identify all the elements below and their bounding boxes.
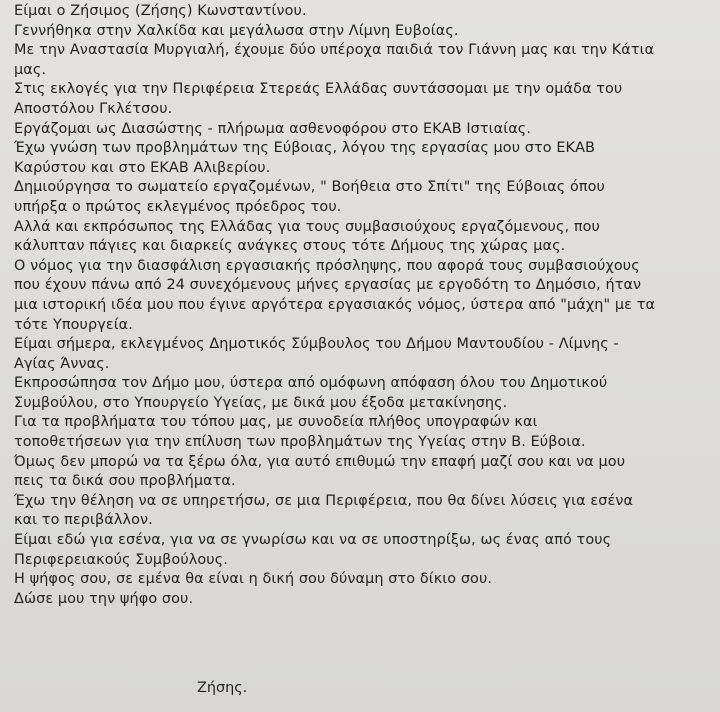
letter-line: Για τα προβλήματα του τόπου μας, με συνοδεία πλήθος υπογραφών και [14, 414, 538, 431]
letter-line: Είμαι εδώ για εσένα, για να σε γνωρίσω και να σε υποστηρίξω, ως ένας από τους [14, 532, 612, 549]
letter-line: Δώσε μου την ψήφο σου. [14, 590, 194, 607]
letter-line: Αγίας Άννας. [14, 355, 110, 372]
letter-body [14, 2, 714, 609]
letter-line: Στις εκλογές για την Περιφέρεια Στερεάς Ελλάδας συντάσσομαι με την ομάδα του [14, 81, 623, 98]
letter-line: Είμαι σήμερα, εκλεγμένος Δημοτικός Σύμβουλος του Δήμου Μαντουδίου - Λίμνης - [14, 336, 619, 353]
letter-line: Όμως δεν μπορώ να τα ξέρω όλα, για αυτό επιθυμώ την επαφή μαζί σου και να μου [14, 453, 626, 470]
letter-line: Καρύστου και στο ΕΚΑΒ Αλιβερίου. [14, 159, 271, 176]
letter-line: και το περιβάλλον. [14, 512, 153, 529]
letter-line: Είμαι ο Ζήσιμος (Ζήσης) Κωνσταντίνου. [14, 3, 307, 19]
letter-line: Εκπροσώπησα τον Δήμο μου, ύστερα από ομόφωνη απόφαση όλου του Δημοτικού [14, 375, 608, 392]
signature: Ζήσης. [197, 680, 248, 696]
letter-line: Με την Αναστασία Μυργιαλή, έχουμε δύο υπέροχα παιδιά τον Γιάννη μας και την Κάτια [14, 42, 655, 59]
letter-line: τοποθετήσεων για την επίλυση των προβλημάτων της Υγείας στην Β. Εύβοια. [14, 434, 586, 451]
letter-line: Συμβούλου, στο Υπουργείο Υγείας, με δικά μου έξοδα μετακίνησης. [14, 394, 508, 411]
letter-line: που έχουν πάνω από 24 συνεχόμενους μήνες εργασίας με εργοδότη το Δημόσιο, ήταν [14, 277, 642, 294]
letter-line: κάλυπταν πάγιες και διαρκείς ανάγκες στους τότε Δήμους της χώρας μας. [14, 238, 566, 255]
letter-line: Έχω την θέληση να σε υπηρετήσω, σε μια Περιφέρεια, που θα δίνει λύσεις για εσένα [14, 492, 634, 509]
letter-line: Αποστόλου Γκλέτσου. [14, 100, 173, 117]
letter-line: μια ιστορική ιδέα μου που έγινε αργότερα εργασιακός νόμος, ύστερα από "μάχη" με τα [14, 296, 656, 313]
letter-line: Δημιούργησα το σωματείο εργαζομένων, " Βοήθεια στο Σπίτι" της Εύβοιας όπου [14, 179, 605, 196]
letter-line: πεις τα δικά σου προβλήματα. [14, 473, 236, 490]
letter-line: Ο νόμος για την διασφάλιση εργασιακής πρόσληψης, που αφορά τους συμβασιούχους [14, 257, 640, 274]
letter-line: Η ψήφος σου, σε εμένα θα είναι η δική σου δύναμη στο δίκιο σου. [14, 571, 493, 588]
letter-line: Περιφερειακούς Συμβούλους. [14, 551, 228, 568]
letter-line: μας. [14, 61, 47, 78]
letter-line: τότε Υπουργεία. [14, 316, 133, 333]
letter-line: Γεννήθηκα στην Χαλκίδα και μεγάλωσα στην Λίμνη Ευβοίας. [14, 22, 459, 39]
letter-line: Αλλά και εκπρόσωπος της Ελλάδας για τους συμβασιούχους εργαζόμενους, που [14, 218, 600, 235]
letter-line: Εργάζομαι ως Διασώστης - πλήρωμα ασθενοφόρου στο ΕΚΑΒ Ιστιαίας. [14, 120, 531, 137]
letter-line: υπήρξα ο πρώτος εκλεγμένος πρόεδρος του. [14, 198, 342, 215]
letter-line: Έχω γνώση των προβλημάτων της Εύβοιας, λόγου της εργασίας μου στο ΕΚΑΒ [14, 140, 596, 157]
